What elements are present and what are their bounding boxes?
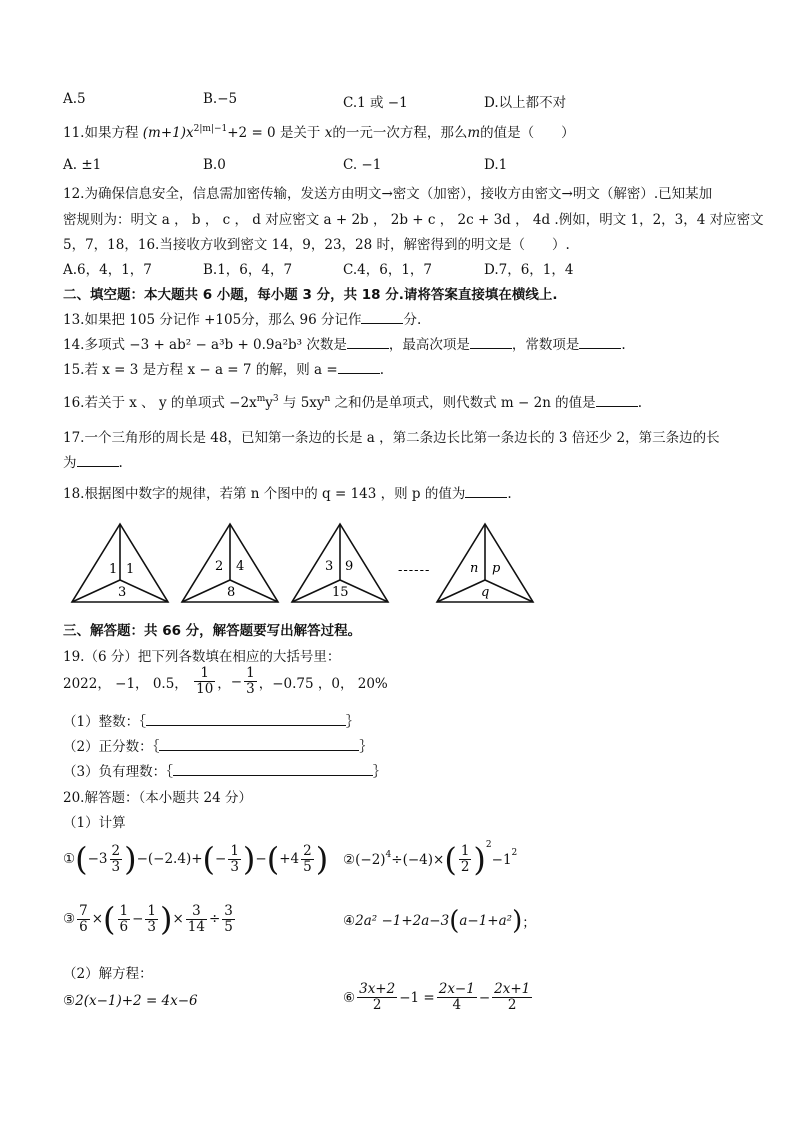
- q19-negative-rationals: （3）负有理数：｛ ｝: [63, 764, 387, 780]
- triangle-1: [72, 524, 168, 602]
- q20-part-1-label: （1）计算: [63, 815, 126, 831]
- equation-6: ⑥ $\frac{3x+2}{2}$ −1 = $\frac{2x-1}{4}$ − $\frac{2x+1}{2}$: [343, 981, 531, 1013]
- q16: 16.若关于 x 、 y 的单项式 $-2x^my^3$ 与 $5xy^n$ 之和仍是单项式，则代数式 m − 2n 的值是 .: [63, 394, 642, 411]
- triangle-1-bottom: 3: [118, 585, 127, 600]
- pattern-ellipsis: ------: [398, 563, 431, 578]
- q13: 13.如果把 105 分记作 +105分，那么 96 分记作 分.: [63, 312, 422, 328]
- q19-integers-blank[interactable]: [146, 713, 346, 726]
- q19-negative-rationals-blank[interactable]: [173, 763, 373, 776]
- triangle-n-left: n: [470, 561, 479, 576]
- q14-constant-blank[interactable]: [579, 336, 621, 349]
- triangle-1-left: 1: [109, 562, 118, 577]
- q14: 14.多项式 −3 + ab² − a³b + 0.9a²b³ 次数是 ，最高次项是 ，常数项是 .: [63, 337, 626, 353]
- q13-answer-blank[interactable]: [361, 311, 403, 324]
- q10-option-d: D.以上都不对: [484, 95, 567, 111]
- q19-integers: （1）整数：｛ ｝: [63, 714, 360, 730]
- q19-positive-fractions-blank[interactable]: [159, 738, 359, 751]
- q19-positive-fractions: （2）正分数：｛ ｝: [63, 739, 373, 755]
- expression-4: ④2a² −1+2a−3(a−1+a²)；: [343, 906, 536, 936]
- triangle-2: [182, 524, 278, 602]
- q12-line-1: 12.为确保信息安全，信息需加密传输，发送方由明文→密文（加密），接收方由密文→明文（解密）.已知某加: [63, 186, 713, 202]
- q15: 15.若 x = 3 是方程 x − a = 7 的解，则 a = .: [63, 362, 385, 378]
- section-3-heading: 三、解答题：共 66 分，解答题要写出解答过程。: [63, 623, 362, 639]
- fraction-1-3: $\frac{1}{3}$: [246, 665, 255, 697]
- q18-answer-blank[interactable]: [465, 485, 507, 498]
- expression-3: ③ $\frac{7}{6}$ ×( $\frac{1}{6}$ − $\frac{1}{3}$ )× $\frac{3}{14}$ ÷ $\frac{3}{5}$: [63, 900, 233, 938]
- q15-answer-blank[interactable]: [338, 361, 380, 374]
- triangle-3-right: 9: [345, 559, 354, 574]
- expression-2: $②(-2)^4\div(-4)\times$( $\frac{1}{2}$ )$^2-1^2$: [343, 840, 518, 879]
- q16-answer-blank[interactable]: [596, 394, 638, 407]
- triangle-2-bottom: 8: [227, 585, 236, 600]
- q11-option-b: B.0: [203, 157, 226, 173]
- q12-option-c: C.4，6，1，7: [343, 262, 432, 278]
- q17-answer-blank[interactable]: [77, 454, 119, 467]
- q12-line-3: 5，7，18，16.当接收方收到密文 14，9，23，28 时，解密得到的明文是（ ）.: [63, 237, 570, 253]
- q12-option-b: B.1，6，4，7: [203, 262, 293, 278]
- q12-option-a: A.6，4，1，7: [63, 262, 152, 278]
- q18: 18.根据图中数字的规律，若第 n 个图中的 q = 143 ，则 p 的值为 .: [63, 486, 512, 502]
- q17-line-2: 为 .: [63, 455, 123, 471]
- triangle-n-bottom: q: [481, 585, 490, 600]
- q11-option-c: C. −1: [343, 157, 382, 173]
- q14-degree-blank[interactable]: [347, 336, 389, 349]
- triangle-3-bottom: 15: [332, 585, 349, 600]
- q20-part-2-label: （2）解方程：: [63, 966, 153, 982]
- q10-option-b: B.−5: [203, 91, 238, 107]
- triangle-n: [437, 524, 533, 602]
- q19-numbers: 2022， −1， 0.5， $\frac{1}{10}$ ，− $\frac{1}{3}$ ，−0.75 ，0， 20%: [63, 665, 388, 697]
- expression-1: ①(−3 $\frac{2}{3}$ )−(−2.4)+(− $\frac{1}{3}$ )−(+4 $\frac{2}{5}$ ): [63, 840, 329, 878]
- q10-option-c: C.1 或 −1: [343, 95, 408, 111]
- q11-option-d: D.1: [484, 157, 508, 173]
- section-2-heading: 二、填空题：本大题共 6 小题，每小题 3 分，共 18 分.请将答案直接填在横线上.: [63, 287, 558, 303]
- equation-5: ⑤2(x−1)+2 = 4x−6: [63, 993, 198, 1009]
- q11-option-a: A. ±1: [63, 157, 102, 173]
- q10-option-a: A.5: [63, 91, 86, 107]
- triangle-2-left: 2: [215, 559, 224, 574]
- q19-heading: 19.（6 分）把下列各数填在相应的大括号里：: [63, 649, 341, 665]
- fraction-1-10: $\frac{1}{10}$: [196, 665, 214, 697]
- triangle-3: [292, 524, 388, 602]
- triangle-n-right: p: [492, 561, 501, 576]
- q12-line-2: 密规则为：明文 a ， b ， c ， d 对应密文 a + 2b ， 2b + c ， 2c + 3d ， 4d .例如，明文 1，2，3，4 对应密文: [63, 212, 764, 228]
- triangle-pattern-figure: [0, 518, 794, 608]
- q12-option-d: D.7，6，1，4: [484, 262, 574, 278]
- q14-highest-term-blank[interactable]: [470, 336, 512, 349]
- q20-heading: 20.解答题：（本小题共 24 分）: [63, 790, 252, 806]
- q11-stem: 11.如果方程 $(m+1)x^{2|m|-1}+2 = 0$ 是关于 x的一元一次方程，那么m的值是（ ）: [63, 124, 575, 141]
- triangle-2-right: 4: [236, 559, 245, 574]
- q17-line-1: 17.一个三角形的周长是 48，已知第一条边的长是 a ，第二条边长比第一条边长的 3 倍还少 2，第三条边的长: [63, 430, 720, 446]
- triangle-3-left: 3: [325, 559, 334, 574]
- triangle-1-right: 1: [126, 562, 135, 577]
